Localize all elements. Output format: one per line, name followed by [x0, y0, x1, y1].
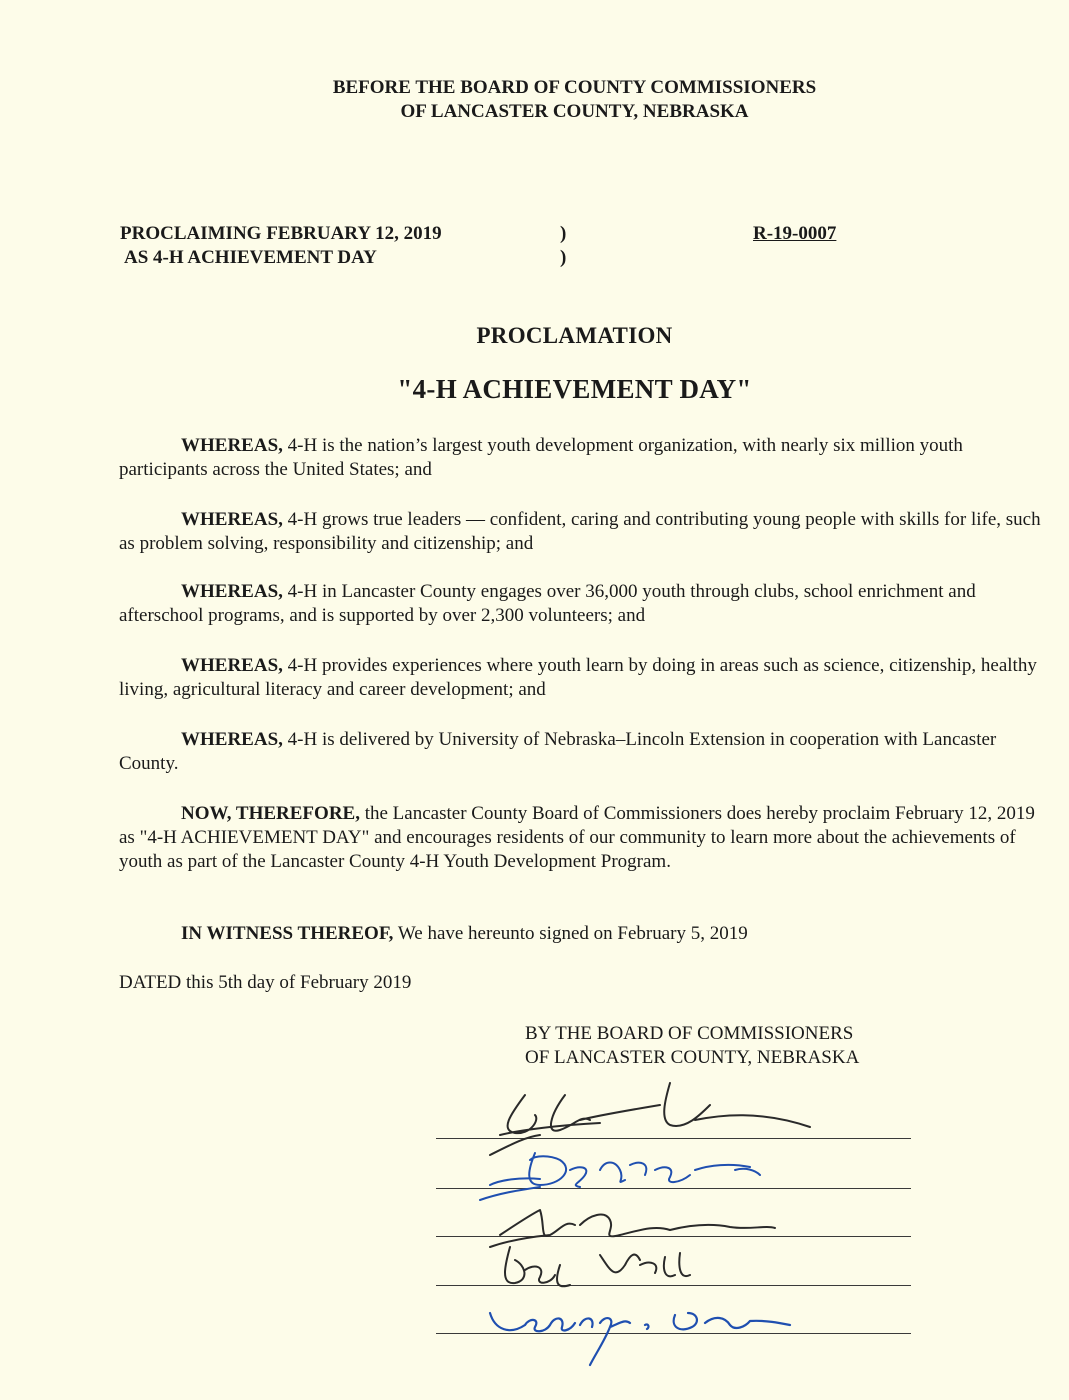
paragraph-text: 4-H in Lancaster County engages over 36,000 youth through clubs, school enrichment and afterschool programs, and is supported by over 2,300 volunteers; and — [119, 581, 976, 626]
caption-line-2: AS 4-H ACHIEVEMENT DAY — [124, 247, 377, 268]
paragraph-text: the Lancaster County Board of Commissioners does hereby proclaim February 12, 2019 as "4-H ACHIEVEMENT DAY" and encourages residents of our community to learn more about the achievements of youth as part of the Lancaster County 4-H Youth Development Program. — [119, 803, 1035, 872]
paragraph-text: 4-H provides experiences where youth learn by doing in areas such as science, citizenship, healthy living, agricultural literacy and career development; and — [119, 655, 1037, 700]
header-line-1: BEFORE THE BOARD OF COUNTY COMMISSIONERS — [332, 77, 817, 98]
paragraph-text: 4-H is delivered by University of Nebraska–Lincoln Extension in cooperation with Lancaster County. — [119, 729, 997, 774]
paren-2: ) — [560, 247, 567, 268]
whereas-paragraph-5 — [119, 728, 1041, 776]
paragraph-label: WHEREAS, — [181, 729, 283, 750]
paragraph-label: WHEREAS, — [181, 581, 283, 602]
board-signature-heading — [525, 1022, 859, 1070]
caption-parentheses — [560, 222, 566, 270]
paragraph-label: WHEREAS, — [181, 435, 283, 456]
paragraph-text: 4-H grows true leaders — confident, caring and contributing young people with skills for life, such as problem solving, responsibility and citizenship; and — [119, 509, 1041, 554]
signatures-graphic — [430, 1075, 850, 1375]
paragraph-text: We have hereunto signed on February 5, 2019 — [393, 923, 748, 944]
witness-paragraph — [119, 922, 1041, 946]
dated-line: DATED this 5th day of February 2019 — [119, 972, 412, 993]
paragraph-label: IN WITNESS THEREOF, — [181, 923, 394, 944]
now-therefore-paragraph — [119, 802, 1041, 874]
header-line-2: OF LANCASTER COUNTY, NEBRASKA — [400, 101, 749, 122]
proclamation-title: PROCLAMATION — [476, 323, 673, 348]
paragraph-label: WHEREAS, — [181, 509, 283, 530]
whereas-paragraph-3 — [119, 580, 1041, 628]
paren-1: ) — [560, 223, 567, 244]
proclamation-subtitle: "4-H ACHIEVEMENT DAY" — [397, 374, 752, 404]
whereas-paragraph-2 — [119, 508, 1041, 556]
signature-3 — [490, 1210, 775, 1247]
signature-1 — [490, 1083, 810, 1155]
whereas-paragraph-4 — [119, 654, 1041, 702]
caption-line-1: PROCLAIMING FEBRUARY 12, 2019 — [120, 223, 442, 244]
caption-block — [120, 222, 442, 270]
paragraph-label: NOW, THEREFORE, — [181, 803, 360, 824]
signature-2 — [480, 1153, 760, 1200]
signature-4 — [505, 1247, 690, 1286]
paragraph-text: 4-H is the nation’s largest youth development organization, with nearly six million youth participants across the United States; and — [119, 435, 963, 480]
board-line-1: BY THE BOARD OF COMMISSIONERS — [525, 1023, 854, 1044]
resolution-number: R-19-0007 — [753, 223, 837, 244]
paragraph-label: WHEREAS, — [181, 655, 283, 676]
signature-5 — [490, 1313, 790, 1365]
whereas-paragraph-1 — [119, 434, 1041, 482]
board-line-2: OF LANCASTER COUNTY, NEBRASKA — [525, 1047, 860, 1068]
